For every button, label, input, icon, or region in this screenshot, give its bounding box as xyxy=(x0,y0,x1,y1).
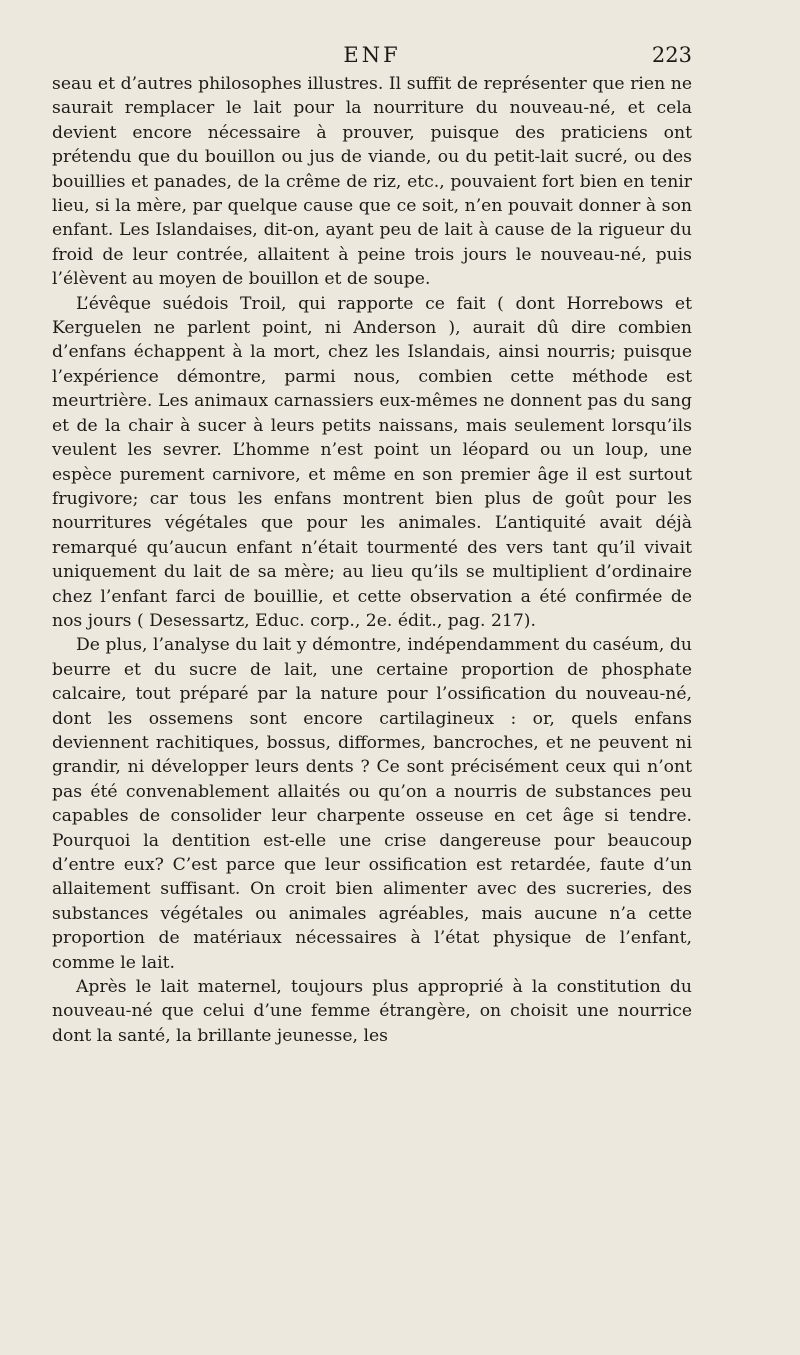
body-text xyxy=(52,72,692,1048)
running-head: ENF xyxy=(343,43,401,67)
paragraph-1: seau et d’autres philosophes illustres. Il suffit de représenter que rien ne saurait remplacer le lait pour la nourriture du nouveau-né, et cela devient encore nécessaire à prouver, puisque des praticiens ont prétendu que du bouillon ou jus de viande, ou du petit-lait sucré, ou des bouillies et panades, de la crême de riz, etc., pouvaient fort bien en tenir lieu, si la mère, par quelque cause que ce soit, n’en pouvait donner à son enfant. Les Islandaises, dit-on, ayant peu de lait à cause de la rigueur du froid de leur contrée, allaitent à peine trois jours le nouveau-né, puis l’élèvent au moyen de bouillon et de soupe. xyxy=(52,74,692,290)
paragraph-2: L’évêque suédois Troil, qui rapporte ce fait ( dont Horrebows et Kerguelen ne parlent point, ni Anderson ), aurait dû dire combien d’enfans échappent à la mort, chez les Islandais, ainsi nourris; puisque l’expérience démontre, parmi nous, combien cette méthode est meurtrière. Les animaux carnassiers eux-mêmes ne donnent pas du sang et de la chair à sucer à leurs petits naissans, mais seulement lorsqu’ils veulent les sevrer. L’homme n’est point un léopard ou un loup, une espèce purement carnivore, et même en son premier âge il est surtout frugivore; car tous les enfans montrent bien plus de goût pour les nourritures végétales que pour les animales. L’antiquité avait déjà remarqué qu’aucun enfant n’était tourmenté des vers tant qu’il vivait uniquement du lait de sa mère; au lieu qu’ils se multiplient d’ordinaire chez l’enfant farci de bouillie, et cette observation a été confirmée de nos jours ( Desessartz, Educ. corp., 2e. édit., pag. 217). xyxy=(52,293,692,631)
paragraph-3: De plus, l’analyse du lait y démontre, indépendamment du caséum, du beurre et du sucre de lait, une certaine proportion de phosphate calcaire, tout préparé par la nature pour l’ossification du nouveau-né, dont les ossemens sont encore cartilagineux : or, quels enfans deviennent rachitiques, bossus, difformes, bancroches, et ne peuvent ni grandir, ni développer leurs dents ? Ce sont précisément ceux qui n’ont pas été convenablement allaités ou qu’on a nourris de substances peu capables de consolider leur charpente osseuse en cet âge si tendre. Pourquoi la dentition est-elle une crise dangereuse pour beaucoup d’entre eux? C’est parce que leur ossification est retardée, faute d’un allaitement suffisant. On croit bien alimenter avec des sucreries, des substances végétales ou animales agréables, mais aucune n’a cette proportion de matériaux nécessaires à l’état physique de l’enfant, comme le lait. xyxy=(52,635,692,973)
paragraph-4: Après le lait maternel, toujours plus approprié à la constitution du nouveau-né que celui d’une femme étrangère, on choisit une nourrice dont la santé, la brillante jeunesse, les xyxy=(52,977,692,1046)
page-header xyxy=(52,40,692,70)
page-number: 223 xyxy=(651,43,692,67)
